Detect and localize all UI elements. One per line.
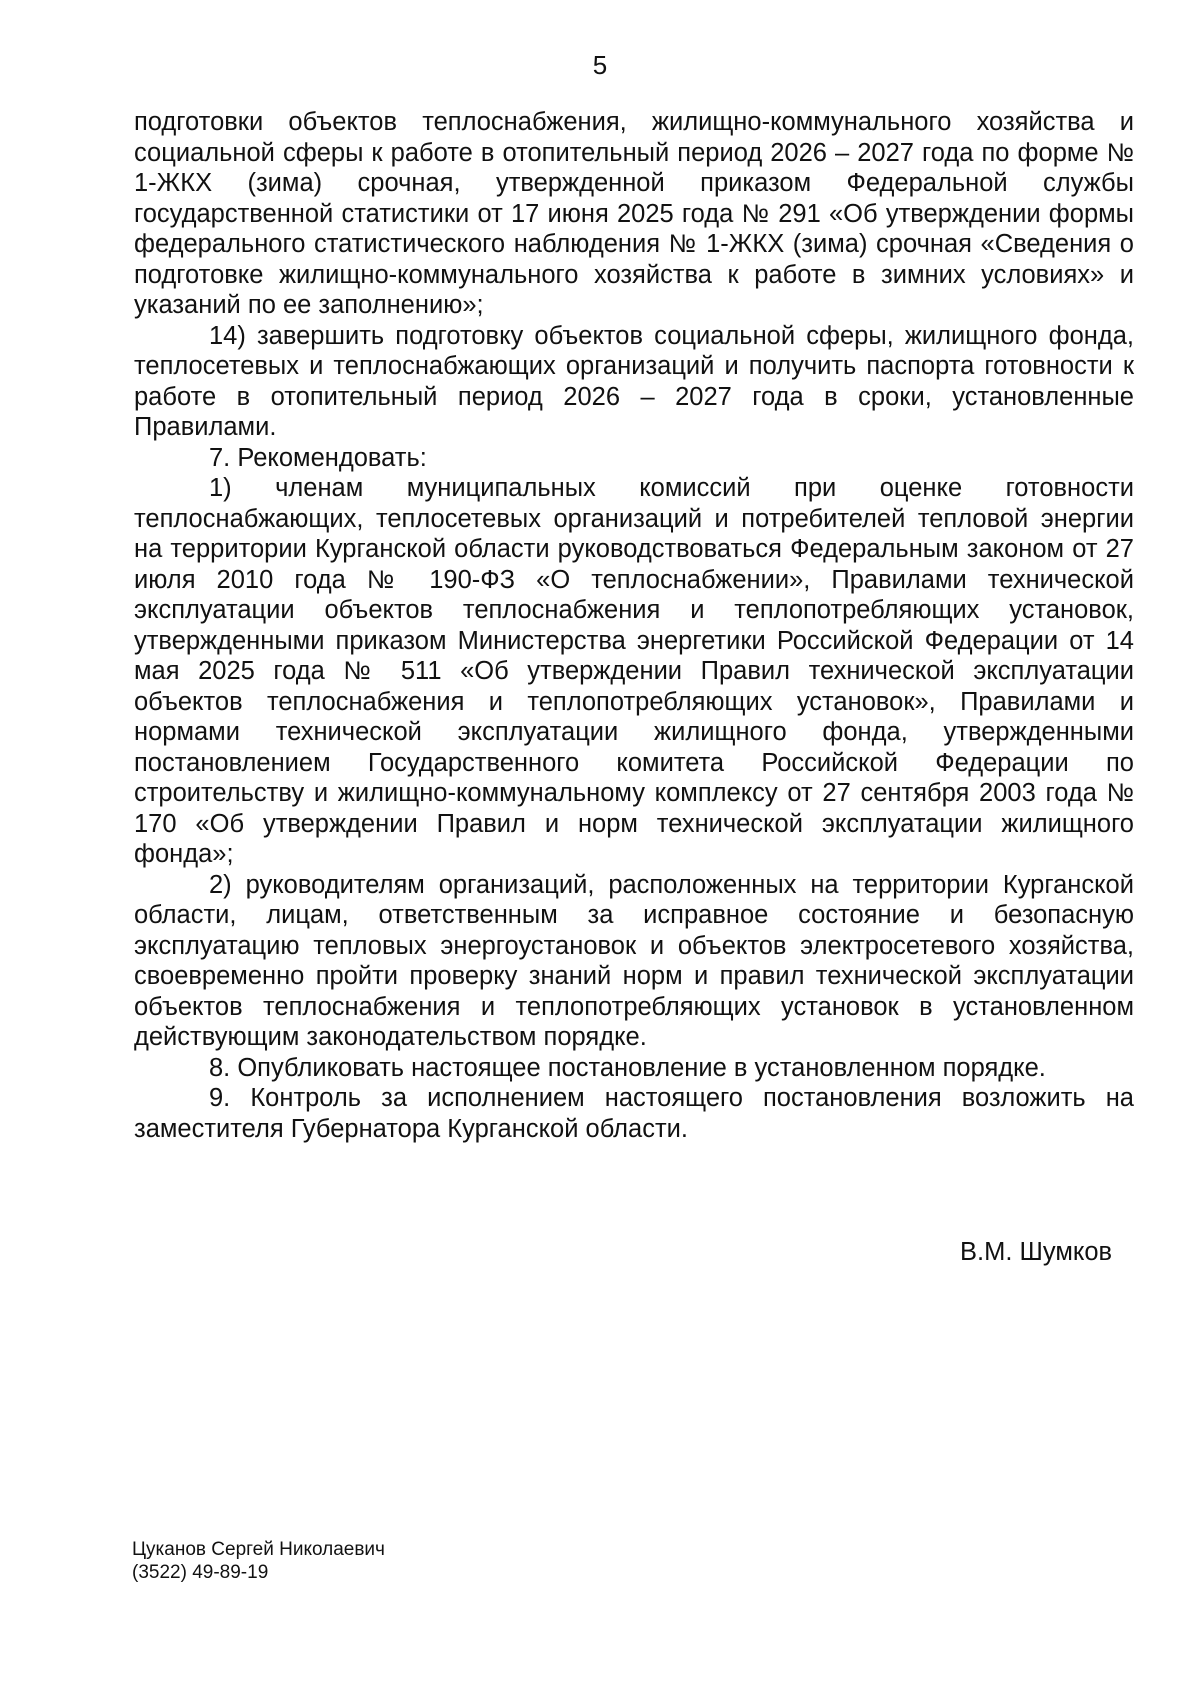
page-number: 5 [592,50,608,80]
paragraph-continuation: подготовки объектов теплоснабжения, жилищно-коммунального хозяйства и социальной сферы к работе в отопительный период 2026 – 2027 года по форме № 1-ЖКХ (зима) срочная, утвержденной приказом Федеральной службы государственной статистики от 17 июня 2025 года № 291 «Об утверждении формы федерального статистического наблюдения № 1-ЖКХ (зима) срочная «Сведения о подготовке жилищно-коммунального хозяйства к работе в зимних условиях» и указаний по ее заполнению»; [134,108,1134,319]
paragraph-section-7: 7. Рекомендовать: [209,443,427,472]
document-body [134,107,1134,1144]
paragraph-item-14: 14) завершить подготовку объектов социальной сферы, жилищного фонда, теплосетевых и теплоснабжающих организаций и получить паспорта готовности к работе в отопительный период 2026 – 2027 года в сроки, установленные Правилами. [134,321,1134,441]
executor-phone: (3522) 49-89-19 [132,1562,269,1583]
paragraph-item-7-1: 1) членам муниципальных комиссий при оценке готовности теплоснабжающих, теплосетевых организаций и потребителей тепловой энергии на территории Курганской области руководствоваться Федеральным законом от 27 июля 2010 года № 190-ФЗ «О теплоснабжении», Правилами технической эксплуатации объектов теплоснабжения и теплопотребляющих установок, утвержденными приказом Министерства энергетики Российской Федерации от 14 мая 2025 года № 511 «Об утверждении Правил технической эксплуатации объектов теплоснабжения и теплопотребляющих установок», Правилами и нормами технической эксплуатации жилищного фонда, утвержденными постановлением Государственного комитета Российской Федерации по строительству и жилищно-коммунальному комплексу от 27 сентября 2003 года № 170 «Об утверждении Правил и норм технической эксплуатации жилищного фонда»; [134,474,1134,868]
paragraph-section-9: 9. Контроль за исполнением настоящего постановления возложить на заместителя Губернатора Курганской области. [134,1084,1134,1143]
paragraph-section-8: 8. Опубликовать настоящее постановление в установленном порядке. [209,1053,1046,1082]
paragraph-item-7-2: 2) руководителям организаций, расположенных на территории Курганской области, лицам, ответственным за исправное состояние и безопасную эксплуатацию тепловых энергоустановок и объектов электросетевого хозяйства, своевременно пройти проверку знаний норм и правил технической эксплуатации объектов теплоснабжения и теплопотребляющих установок в установленном действующим законодательством порядке. [134,870,1134,1051]
signature-name: В.М. Шумков [960,1238,1113,1266]
executor-block [132,1538,385,1584]
executor-name: Цуканов Сергей Николаевич [132,1539,385,1560]
